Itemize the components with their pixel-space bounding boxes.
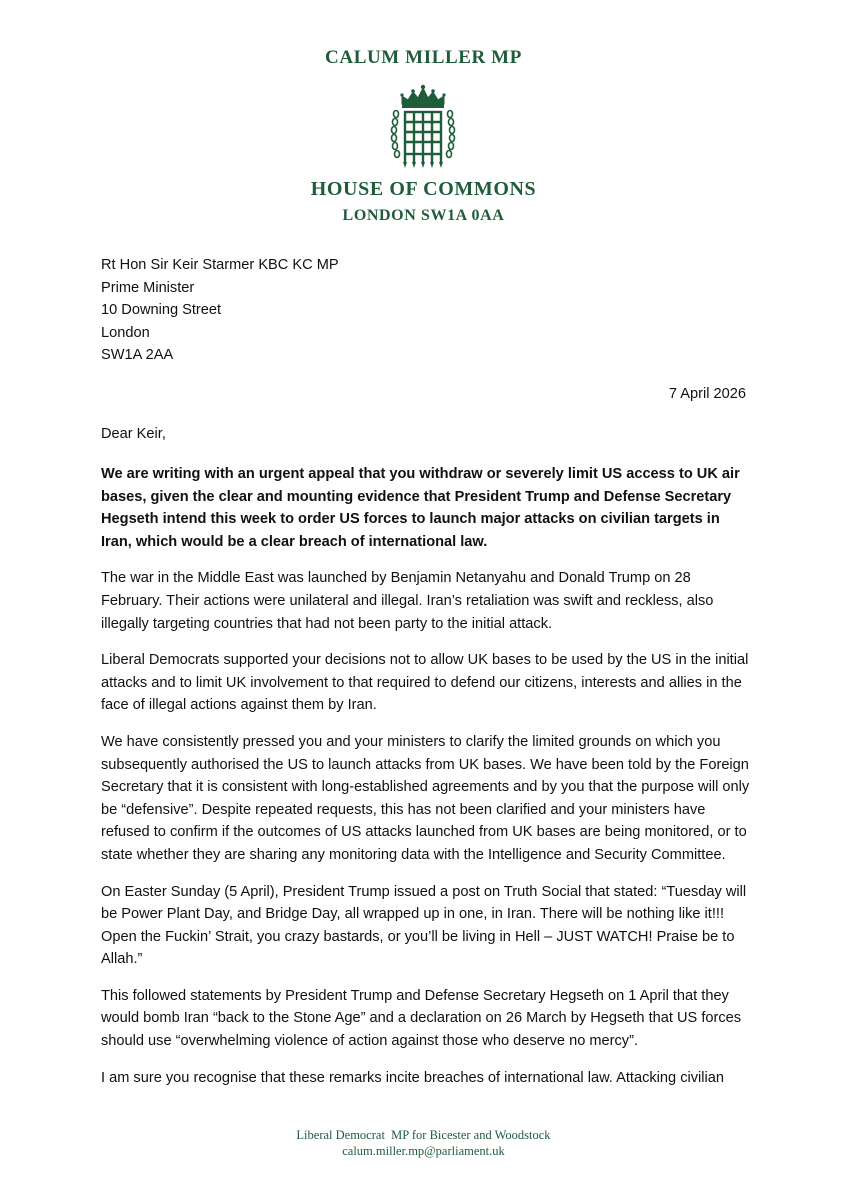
letter-date: 7 April 2026 (668, 386, 746, 402)
body-paragraph: We have consistently pressed you and your ministers to clarify the limited grounds on which you subsequently authorised the US to launch attacks from UK bases. We have been told by the Foreign Secretary that it is consistent with long-established agreements and by you that the purpose will only be “defensive”. Despite repeated requests, this has not been clarified and your ministers have refused to confirm if the outcomes of US attacks launched from UK bases are being monitored, or to state whether they are sharing any monitoring data with the Intelligence and Security Committee. (101, 733, 750, 863)
letter-footer (0, 1127, 847, 1159)
body-paragraph: On Easter Sunday (5 April), President Trump issued a post on Truth Social that stated: “Tuesday will be Power Plant Day, and Bridge Day, all wrapped up in one, in Iran. There will be nothing like it!!! Open the Fuckin’ Strait, you crazy bastards, or you’ll be living in Hell – JUST WATCH! Praise be to Allah.” (101, 883, 747, 968)
letterhead-address: LONDON SW1A 0AA (342, 207, 505, 224)
portcullis-crest-icon (388, 84, 458, 168)
body-paragraph: Liberal Democrats supported your decisions not to allow UK bases to be used by the US in the initial attacks and to limit UK involvement to that required to defend our citizens, interests and allies in the face of illegal actions against them by Iran. (101, 652, 749, 714)
footer-email: calum.miller.mp@parliament.uk (342, 1144, 505, 1158)
page-bottom-margin (0, 1091, 847, 1121)
body-paragraph: This followed statements by President Trump and Defense Secretary Hegseth on 1 April that they would bomb Iran “back to the Stone Age” and a declaration on 26 March by Hegseth that US forces should use “overwhelming violence of action against those who deserve no mercy”. (101, 987, 742, 1050)
house-of-commons-title: HOUSE OF COMMONS (310, 178, 537, 200)
salutation: Dear Keir, (101, 426, 166, 442)
letter-body (101, 463, 751, 1126)
opening-appeal-paragraph: We are writing with an urgent appeal that you withdraw or severely limit US access to UK air bases, given the clear and mounting evidence that President Trump and Defense Secretary Hegseth intend this week to order US forces to launch major attacks on civilian targets in Iran, which would be a clear breach of international law. (101, 466, 740, 550)
recipient-line: Prime Minister (101, 279, 195, 296)
recipient-address (101, 254, 339, 367)
recipient-line: SW1A 2AA (101, 347, 174, 364)
mp-name: CALUM MILLER MP (325, 47, 522, 68)
recipient-line: 10 Downing Street (101, 302, 222, 319)
body-paragraph: I am sure you recognise that these remarks incite breaches of international law. Attacking civilian (101, 1069, 724, 1086)
footer-constituency: Liberal Democrat MP for Bicester and Woodstock (296, 1128, 551, 1142)
recipient-line: Rt Hon Sir Keir Starmer KBC KC MP (101, 257, 339, 273)
body-paragraph: The war in the Middle East was launched by Benjamin Netanyahu and Donald Trump on 28 February. Their actions were unilateral and illegal. Iran’s retaliation was swift and reckless, also illegally targeting countries that had not been party to the initial attack. (101, 570, 714, 632)
recipient-line: London (101, 324, 150, 341)
